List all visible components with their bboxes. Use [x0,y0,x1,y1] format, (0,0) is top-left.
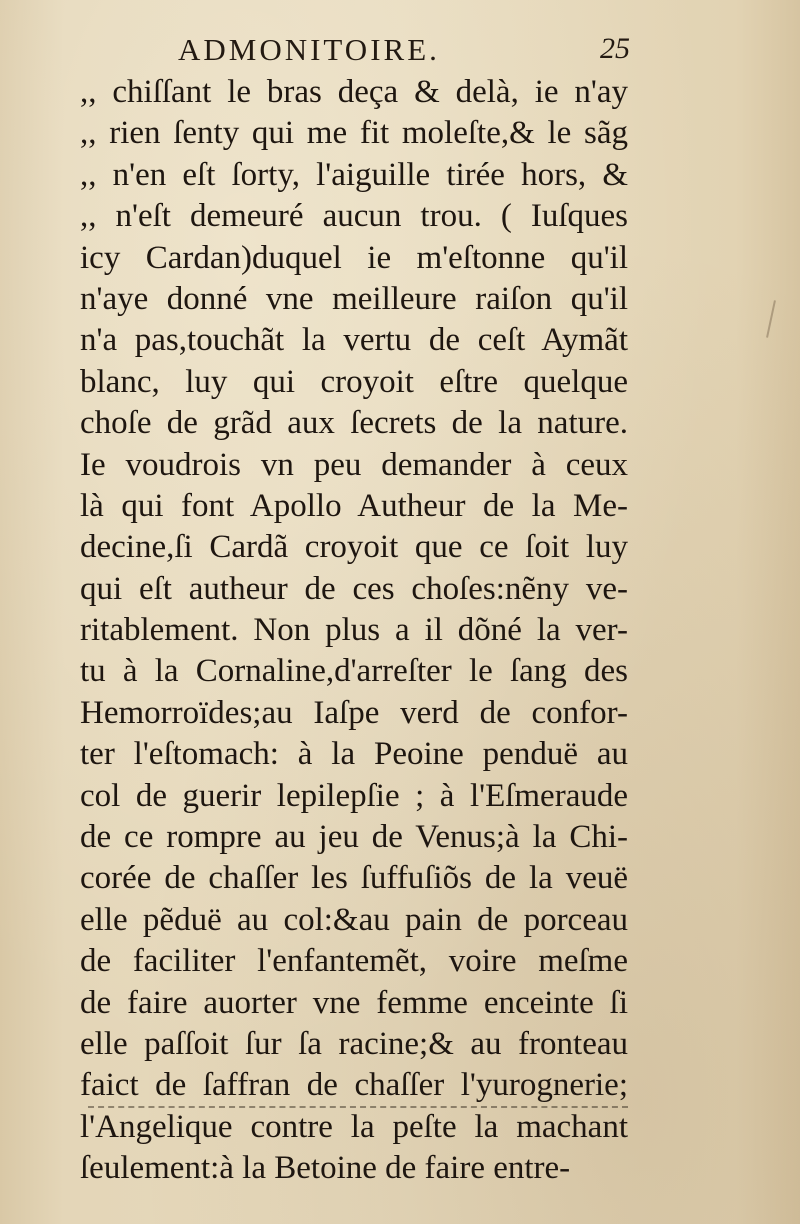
text-line: Hemorroïdes;au Iaſpe verd de confor- [80,694,628,731]
text-line: ter l'eſtomach: à la Peoine penduë au [80,736,628,773]
text-line: ,, chiſſant le bras deça & delà, ie n'ay [80,74,628,110]
text-line: n'aye donné vne meilleure raiſon qu'il [80,280,628,317]
text-line: qui eſt autheur de ces choſes:nẽny ve- [80,570,628,607]
margin-mark [766,300,776,338]
text-line: corée de chaſſer les ſuffuſiõs de la veuë [80,860,628,897]
running-head: ADMONITOIRE. [178,32,440,67]
text-line: de faire auorter vne femme enceinte ſi [80,984,628,1021]
page-number: 25 [600,32,630,65]
text-line: ritablement. Non plus a il dõné la ver- [80,612,628,649]
page-header [160,32,630,76]
text-line: l'Angelique contre la peſte la machant [80,1108,628,1145]
text-line: là qui font Apollo Autheur de la Me- [80,487,628,524]
text-line: Ie voudrois vn peu demander à ceux [80,446,628,483]
text-line: faict de ſaffran de chaſſer l'yurognerie; [80,1067,628,1104]
text-line: ,, n'en eſt ſorty, l'aiguille tirée hors, & [80,156,628,193]
text-line: ,, n'eſt demeuré aucun trou. ( Iuſques [80,198,628,235]
text-line: n'a pas,touchãt la vertu de ceſt Aymãt [80,322,628,359]
text-line: icy Cardan)duquel ie m'eſtonne qu'il [80,239,628,276]
text-line: de ce rompre au jeu de Venus;à la Chi- [80,819,628,856]
text-line: ,, rien ſenty qui me fit moleſte,& le sãg [80,115,628,152]
text-line: decine,ſi Cardã croyoit que ce ſoit luy [80,529,628,566]
text-line: choſe de grãd aux ſecrets de la nature. [80,405,628,442]
text-line: ſeulement:à la Betoine de faire entre- [80,1150,571,1187]
text-line: blanc, luy qui croyoit eſtre quelque [80,363,628,400]
text-line: de faciliter l'enfantemẽt, voire meſme [80,943,628,980]
text-line: col de guerir lepilepſie ; à l'Eſmeraude [80,777,628,814]
text-block [80,72,628,1190]
text-line: elle pẽduë au col:&au pain de porceau [80,901,628,938]
text-line: tu à la Cornaline,d'arreſter le ſang des [80,653,628,690]
bottom-rule [88,1106,628,1108]
text-line: elle paſſoit ſur ſa racine;& au fronteau [80,1025,628,1062]
